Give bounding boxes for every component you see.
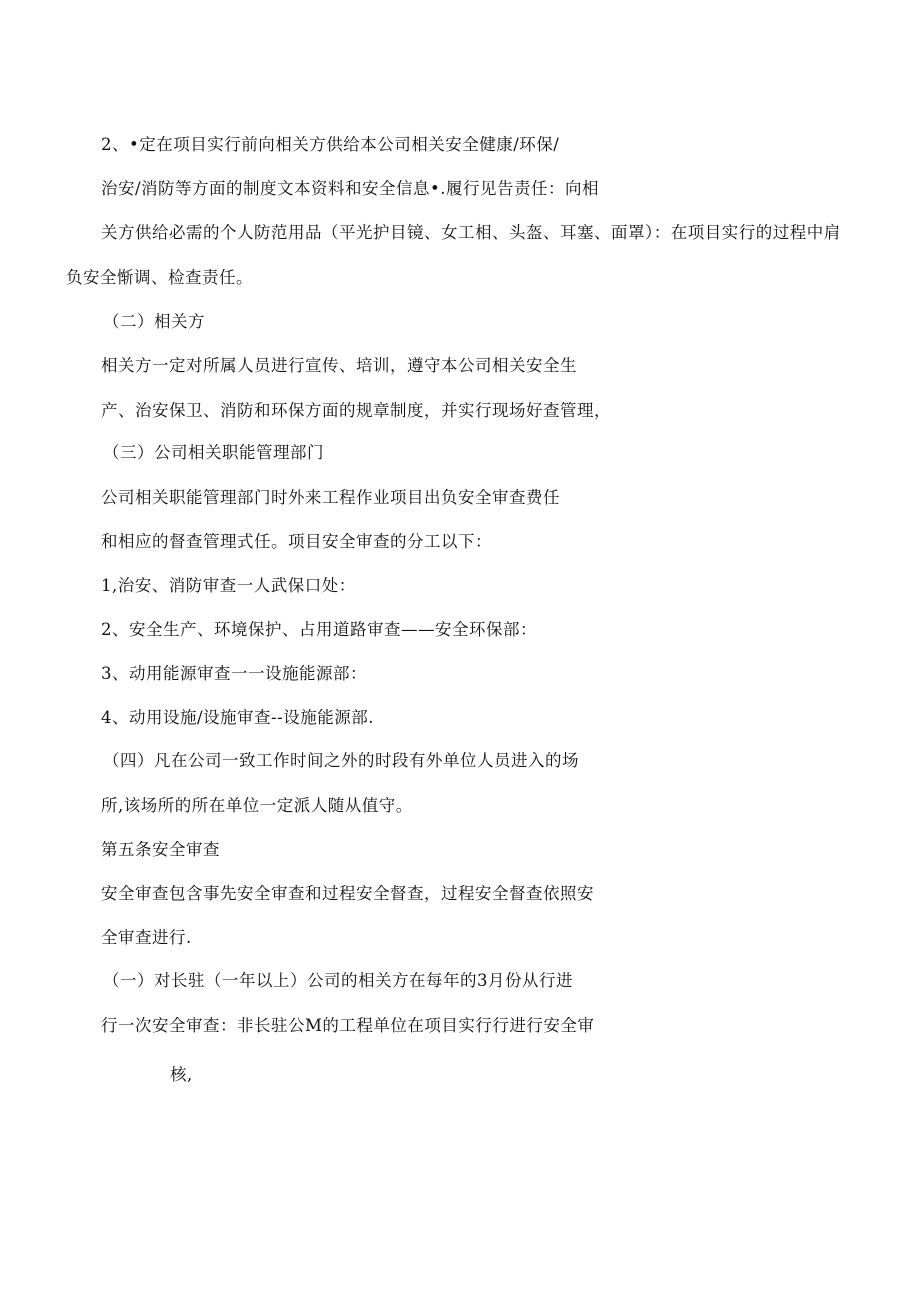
text-line: 公司相关职能管理部门时外来工程作业项目出负安全审查费任 — [101, 488, 560, 507]
list-item: 4、动用设施/设施审查--设施能源部. — [101, 708, 374, 727]
list-item: 3、动用能源审查一一设施能源部： — [101, 664, 367, 683]
text-line: 治安/消防等方面的制度文本资料和安全信息•.履行见告责任：向相 — [101, 179, 600, 198]
text-line: 核, — [170, 1065, 193, 1084]
section-heading: （二）相关方 — [103, 312, 205, 331]
text-line: 行一次安全审查：非长驻公M的工程单位在项目实行行进行安全审 — [101, 1016, 595, 1035]
article-heading: 第五条安全审查 — [101, 840, 220, 859]
text-line: 和相应的督查管理式任。项目安全审查的分工以下： — [101, 532, 492, 551]
text-line: 安全审查包含事先安全审查和过程安全督查，过程安全督查依照安 — [101, 884, 594, 903]
list-item: 2、安全生产、环境保护、占用道路审查——安全环保部： — [101, 620, 537, 639]
text-line: 相关方一定对所属人员进行宣传、培训，遵守本公司相关安全生 — [101, 356, 577, 375]
text-line: 关方供给必需的个人防范用品（平光护目镜、女工相、头盔、耳塞、面罩）：在项目实行的过程中肩 — [101, 223, 841, 242]
list-item: 1,治安、消防审查一人武保口处： — [101, 576, 356, 595]
text-line: （四）凡在公司一致工作时间之外的时段有外单位人员进入的场 — [103, 751, 579, 770]
text-line: （一）对长驻（一年以上）公司的相关方在每年的3月份从行进 — [103, 971, 573, 990]
text-line: 负安全惭调、检查责任。 — [66, 268, 253, 287]
text-line: 所,该场所的所在单位一定派人随从值守。 — [101, 796, 413, 815]
text-line: 2、•定在项目实行前向相关方供给本公司相关安全健康/环保/ — [101, 135, 560, 154]
text-line: 全审查进行. — [101, 928, 192, 947]
section-heading: （三）公司相关职能管理部门 — [103, 443, 324, 462]
text-line: 产、治安保卫、消防和环保方面的规章制度，并实行现场好查管理， — [101, 401, 611, 420]
